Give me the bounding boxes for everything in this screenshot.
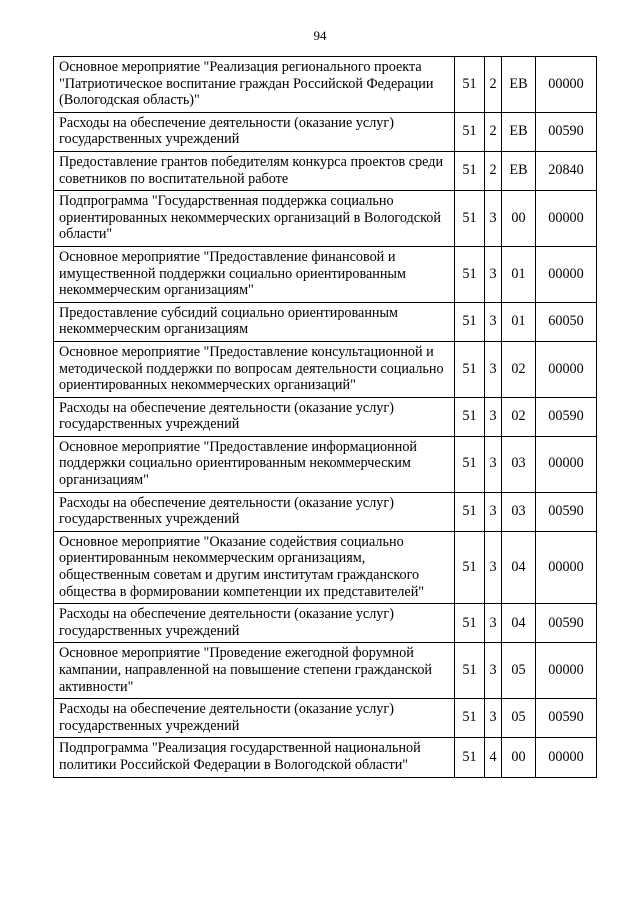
activity-code: 05: [502, 699, 536, 738]
expense-code: 00590: [536, 397, 597, 436]
subprogram-code: 3: [485, 604, 502, 643]
subprogram-code: 2: [485, 151, 502, 190]
subprogram-code: 3: [485, 191, 502, 247]
activity-code: 01: [502, 302, 536, 341]
program-code: 51: [455, 191, 485, 247]
expense-code: 00590: [536, 604, 597, 643]
table-row: [54, 57, 597, 113]
subprogram-code: 3: [485, 397, 502, 436]
expense-code: 60050: [536, 302, 597, 341]
row-name: Основное мероприятие "Оказание содействия социально ориентированным некоммерческим организациям, общественным советам и другим институтам гражданского общества в формировании компетенции их представителей": [54, 531, 455, 603]
row-name: Расходы на обеспечение деятельности (оказание услуг) государственных учреждений: [54, 492, 455, 531]
table-row: [54, 699, 597, 738]
expense-code: 00000: [536, 531, 597, 603]
program-code: 51: [455, 492, 485, 531]
table-row: [54, 341, 597, 397]
subprogram-code: 2: [485, 57, 502, 113]
program-code: 51: [455, 302, 485, 341]
activity-code: 04: [502, 531, 536, 603]
row-name: Расходы на обеспечение деятельности (оказание услуг) государственных учреждений: [54, 112, 455, 151]
subprogram-code: 3: [485, 699, 502, 738]
program-code: 51: [455, 699, 485, 738]
row-name: Предоставление субсидий социально ориентированным некоммерческим организациям: [54, 302, 455, 341]
row-name: Подпрограмма "Государственная поддержка социально ориентированных некоммерческих организаций в Вологодской области": [54, 191, 455, 247]
expense-code: 00000: [536, 191, 597, 247]
expense-code: 20840: [536, 151, 597, 190]
table-row: [54, 492, 597, 531]
page-number: 94: [313, 28, 327, 43]
row-name: Расходы на обеспечение деятельности (оказание услуг) государственных учреждений: [54, 699, 455, 738]
expense-code: 00000: [536, 341, 597, 397]
activity-code: 00: [502, 738, 536, 777]
expense-code: 00000: [536, 246, 597, 302]
table-row: [54, 246, 597, 302]
expense-code: 00590: [536, 699, 597, 738]
subprogram-code: 3: [485, 436, 502, 492]
table-row: [54, 604, 597, 643]
table-row: [54, 302, 597, 341]
subprogram-code: 2: [485, 112, 502, 151]
program-code: 51: [455, 738, 485, 777]
subprogram-code: 3: [485, 492, 502, 531]
activity-code: 05: [502, 643, 536, 699]
expense-code: 00590: [536, 112, 597, 151]
program-code: 51: [455, 246, 485, 302]
table-row: [54, 531, 597, 603]
row-name: Расходы на обеспечение деятельности (оказание услуг) государственных учреждений: [54, 604, 455, 643]
subprogram-code: 3: [485, 643, 502, 699]
program-code: 51: [455, 151, 485, 190]
row-name: Предоставление грантов победителям конкурса проектов среди советников по воспитательной работе: [54, 151, 455, 190]
subprogram-code: 3: [485, 531, 502, 603]
activity-code: 03: [502, 492, 536, 531]
table-row: [54, 643, 597, 699]
row-name: Основное мероприятие "Предоставление информационной поддержки социально ориентированным некоммерческим организациям": [54, 436, 455, 492]
expense-code: 00590: [536, 492, 597, 531]
activity-code: 02: [502, 397, 536, 436]
table-row: [54, 738, 597, 777]
expense-code: 00000: [536, 436, 597, 492]
activity-code: ЕВ: [502, 112, 536, 151]
row-name: Основное мероприятие "Предоставление финансовой и имущественной поддержки социально ориентированным некоммерческим организациям": [54, 246, 455, 302]
program-code: 51: [455, 57, 485, 113]
activity-code: 02: [502, 341, 536, 397]
subprogram-code: 3: [485, 341, 502, 397]
row-name: Основное мероприятие "Проведение ежегодной форумной кампании, направленной на повышение степени гражданской активности": [54, 643, 455, 699]
program-code: 51: [455, 643, 485, 699]
activity-code: 04: [502, 604, 536, 643]
budget-classification-table: [53, 56, 597, 778]
program-code: 51: [455, 436, 485, 492]
expense-code: 00000: [536, 738, 597, 777]
expense-code: 00000: [536, 643, 597, 699]
table-row: [54, 191, 597, 247]
activity-code: 03: [502, 436, 536, 492]
activity-code: 01: [502, 246, 536, 302]
activity-code: ЕВ: [502, 57, 536, 113]
table-row: [54, 436, 597, 492]
row-name: Основное мероприятие "Предоставление консультационной и методической поддержки по вопросам деятельности социально ориентированных некоммерческих организаций": [54, 341, 455, 397]
table-row: [54, 112, 597, 151]
row-name: Расходы на обеспечение деятельности (оказание услуг) государственных учреждений: [54, 397, 455, 436]
program-code: 51: [455, 604, 485, 643]
program-code: 51: [455, 397, 485, 436]
program-code: 51: [455, 531, 485, 603]
expense-code: 00000: [536, 57, 597, 113]
row-name: Подпрограмма "Реализация государственной национальной политики Российской Федерации в Вологодской области": [54, 738, 455, 777]
activity-code: 00: [502, 191, 536, 247]
subprogram-code: 3: [485, 246, 502, 302]
program-code: 51: [455, 112, 485, 151]
program-code: 51: [455, 341, 485, 397]
activity-code: ЕВ: [502, 151, 536, 190]
table-row: [54, 151, 597, 190]
row-name: Основное мероприятие "Реализация регионального проекта "Патриотическое воспитание граждан Российской Федерации (Вологодская область)": [54, 57, 455, 113]
subprogram-code: 3: [485, 302, 502, 341]
table-row: [54, 397, 597, 436]
subprogram-code: 4: [485, 738, 502, 777]
